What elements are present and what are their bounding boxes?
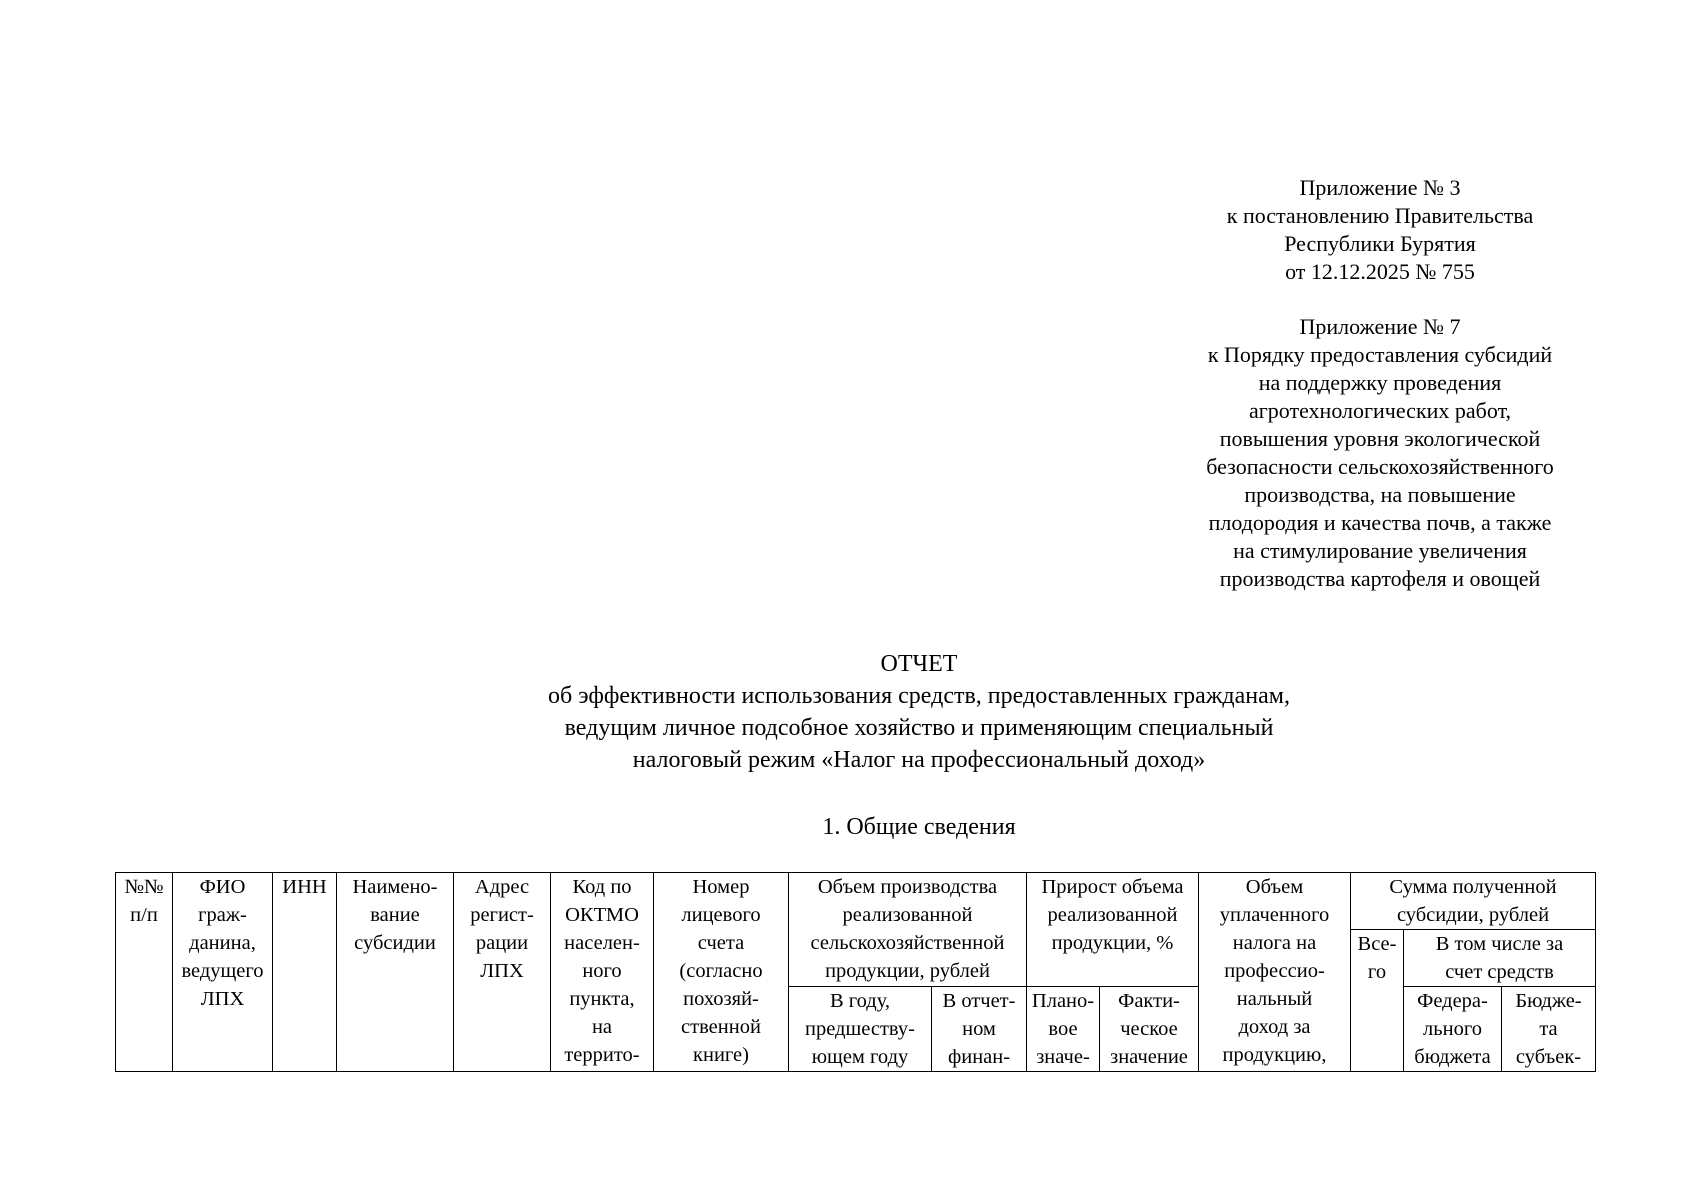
header-text-line: Номер [692,876,750,898]
header-text-line: населен- [564,932,640,954]
header-cell-subsidy-name [337,873,454,1072]
appendix-7-line: Приложение № 7 [1299,314,1461,339]
header-text-line: льного [1423,1018,1482,1040]
header-cell-address [454,873,551,1072]
header-text-line: Объем [1245,876,1304,898]
header-text-line: №№ [124,876,164,898]
header-text-line: субсидии [354,932,436,954]
header-text-line: Наимено- [352,876,438,898]
header-text-line: Сумма полученной [1389,876,1557,898]
header-cell-total [1351,930,1404,1072]
appendix-3-line: от 12.12.2025 № 755 [1285,259,1475,284]
header-cell-report-fin [932,987,1027,1072]
header-group-including [1404,930,1596,987]
header-text-line: ведущего [181,960,264,982]
header-cell-number [116,873,173,1072]
header-text-line: субъек- [1515,1046,1582,1068]
header-text-line: ческое [1120,1018,1178,1040]
report-title: ОТЧЕТ [880,651,958,677]
header-text-line: ственной [681,1016,761,1038]
appendix-7-line: плодородия и качества почв, а также [1208,510,1552,535]
appendix-7-line: производства картофеля и овощей [1219,566,1541,591]
header-text-line: уплаченного [1219,904,1330,926]
header-group-volume [789,873,1027,987]
appendix-3-line: Приложение № 3 [1299,175,1461,200]
report-subtitle-line: ведущим личное подсобное хозяйство и применяющим специальный [564,715,1274,741]
general-info-table [115,872,1596,1072]
header-text-line: ном [962,1018,996,1040]
header-cell-planned [1027,987,1100,1072]
header-text-line: регист- [470,904,534,926]
header-text-line: реализованной [842,904,973,926]
header-text-line: рации [475,932,529,954]
header-text-line: террито- [564,1044,640,1066]
header-cell-actual [1100,987,1199,1072]
appendix-7-line: к Порядку предоставления субсидий [1207,342,1553,367]
header-text-line: ЛПХ [480,960,524,982]
header-text-line: похозяй- [683,988,759,1010]
header-text-line: В том числе за [1435,933,1564,955]
header-cell-federal [1404,987,1502,1072]
report-subtitle-line: налоговый режим «Налог на профессиональный доход» [632,747,1206,773]
header-text-line: пункта, [569,988,635,1010]
header-text-line: ного [582,960,622,982]
header-text-line: В отчет- [942,990,1016,1012]
header-text-line: субсидии, рублей [1396,904,1550,926]
header-text-line: Код по [572,876,632,898]
header-text-line: сельскохозяйственной [810,932,1005,954]
header-text-line: вание [370,904,420,926]
header-text-line: значе- [1036,1046,1090,1068]
header-text-line: ОКТМО [565,904,639,926]
header-text-line: Все- [1357,933,1397,955]
appendix-7-line: безопасности сельскохозяйственного [1206,454,1554,479]
appendix-3-line: к постановлению Правительства [1226,203,1534,228]
header-text-line: счет средств [1445,961,1554,983]
header-text-line: граж- [198,904,247,926]
header-text-line: та [1539,1018,1558,1040]
header-text-line: ИНН [282,876,327,898]
section-title: 1. Общие сведения [822,814,1016,840]
report-heading [389,648,1449,776]
header-cell-prev-year [789,987,932,1072]
appendix-7-line: повышения уровня экологической [1219,426,1541,451]
header-text-line: данина, [189,932,256,954]
header-text-line: ЛПХ [200,988,245,1010]
header-text-line: значение [1110,1046,1188,1068]
header-text-line: лицевого [681,904,761,926]
header-text-line: ющем году [811,1046,909,1068]
appendix-7-block [1170,313,1590,593]
header-text-line: Объем производства [817,876,998,898]
header-text-line: п/п [130,904,158,926]
header-group-growth [1027,873,1199,987]
header-text-line: Федера- [1417,990,1488,1012]
appendix-7-line: производства, на повышение [1244,482,1516,507]
header-text-line: Прирост объема [1041,876,1184,898]
header-text-line: предшеству- [805,1018,915,1040]
header-text-line: продукции, % [1051,932,1174,954]
header-cell-fio [173,873,273,1072]
header-text-line: продукцию, [1222,1044,1327,1066]
header-text-line: нальный [1236,988,1313,1010]
header-text-line: реализованной [1047,904,1178,926]
header-text-line: книге) [693,1044,749,1066]
header-text-line: Бюдже- [1515,990,1582,1012]
header-text-line: на [591,1016,613,1038]
header-cell-inn [273,873,337,1072]
appendix-3-line: Республики Бурятия [1284,231,1476,256]
header-text-line: го [1367,961,1387,983]
appendix-3-block [1170,174,1590,286]
header-cell-account [654,873,789,1072]
header-group-subsidy-sum [1351,873,1596,930]
header-text-line: вое [1048,1018,1078,1040]
appendix-7-line: на стимулирование увеличения [1233,538,1527,563]
header-text-line: счета [697,932,745,954]
header-text-line: Плано- [1031,990,1095,1012]
header-text-line: ФИО [199,876,246,898]
header-text-line: налога на [1232,932,1317,954]
appendix-7-line: на поддержку проведения [1258,370,1502,395]
appendix-7-line: агротехнологических работ, [1248,398,1512,423]
header-text-line: финан- [947,1046,1011,1068]
header-text-line: профессио- [1224,960,1325,982]
header-text-line: бюджета [1414,1046,1491,1068]
header-text-line: продукции, рублей [825,960,990,982]
header-text-line: В году, [829,990,891,1012]
header-text-line: (согласно [679,960,763,982]
report-subtitle-line: об эффективности использования средств, предоставленных гражданам, [548,683,1290,709]
header-text-line: доход за [1238,1016,1311,1038]
header-text-line: Адрес [474,876,530,898]
header-text-line: Факти- [1118,990,1180,1012]
header-cell-tax [1199,873,1351,1072]
header-cell-oktmo [551,873,654,1072]
header-cell-regional [1502,987,1596,1072]
